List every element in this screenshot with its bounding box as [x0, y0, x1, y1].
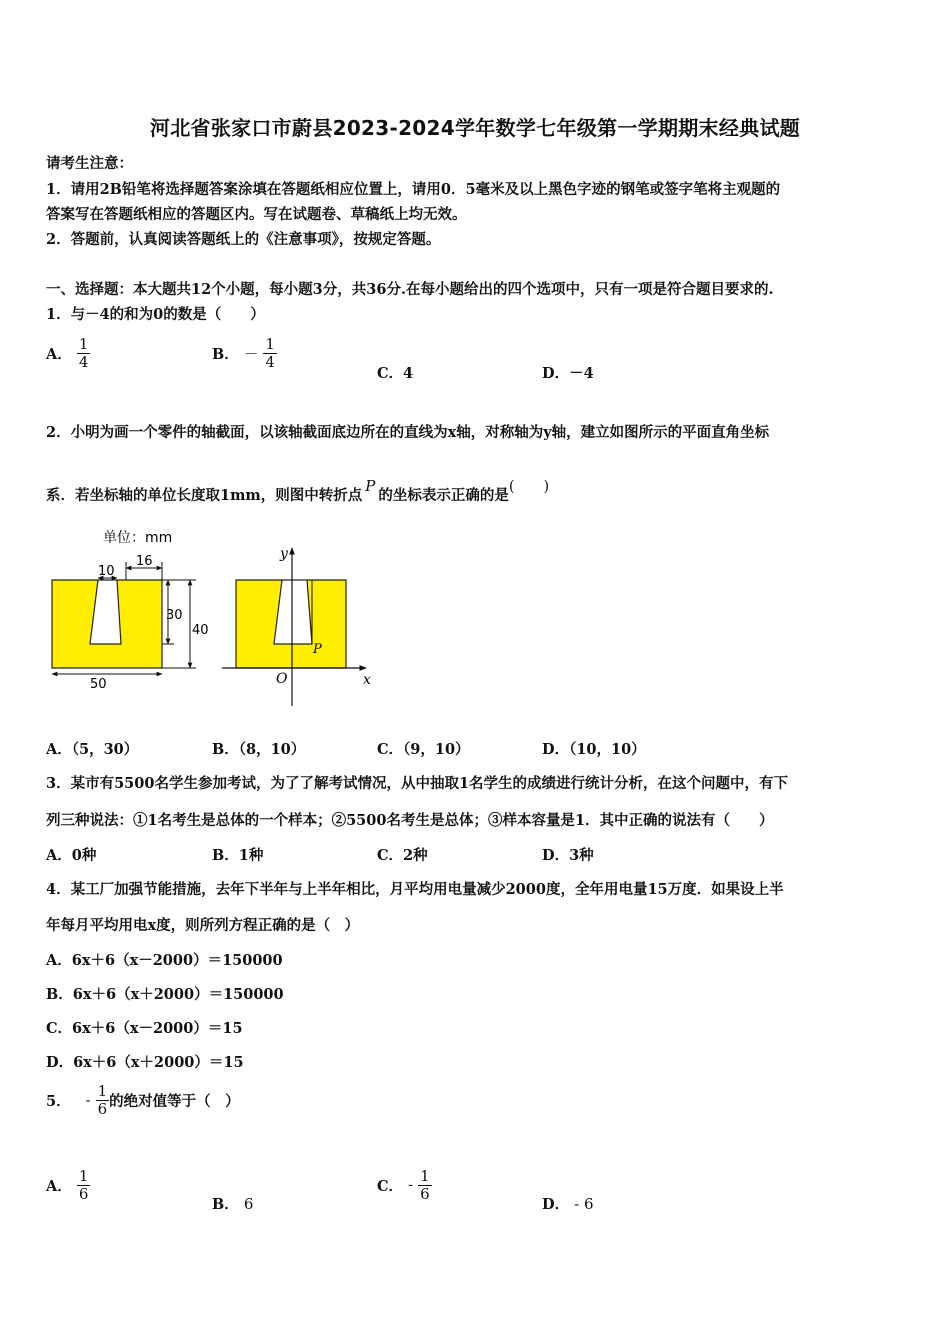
q2-stem-line2	[46, 477, 550, 505]
q1-stem: 1．与－4的和为0的数是（ ）	[46, 306, 265, 323]
q4-option-b: B．6x＋6（x＋2000）＝150000	[46, 986, 284, 1003]
q1-b-sign: －	[243, 347, 259, 363]
q3-option-d: D．3种	[542, 847, 594, 864]
q3-stem-line1: 3．某市有5500名学生参加考试，为了了解考试情况，从中抽取1名学生的成绩进行统计分析，在这个问题中，有下	[46, 775, 789, 792]
part-section-left	[52, 580, 162, 668]
q1-a-den: 4	[78, 353, 89, 371]
q1-a-num: 1	[78, 335, 89, 353]
q5-c-num: 1	[420, 1167, 430, 1185]
q4-option-c: C．6x＋6（x－2000）＝15	[46, 1020, 243, 1037]
q1-b-label: B．	[212, 346, 239, 363]
q2-option-c: C．（9，10）	[377, 741, 470, 758]
q1-option-c: C．4	[377, 365, 414, 382]
q3-option-c: C．2种	[377, 847, 428, 864]
q5-a-num: 1	[78, 1167, 89, 1185]
y-axis-label: y	[280, 546, 288, 562]
q5-c-label: C．	[377, 1178, 404, 1195]
q5-sign: -	[85, 1092, 91, 1109]
q3-option-a: A．0种	[46, 847, 97, 864]
notice-heading: 请考生注意：	[46, 155, 133, 172]
x-axis-label: x	[363, 672, 371, 688]
q3-stem-line2: 列三种说法：①1名考生是总体的一个样本；②5500名考生是总体；③样本容量是1．其中正确的说法有（ ）	[46, 812, 774, 829]
q2-figure	[40, 522, 390, 714]
point-p-label: P	[313, 642, 322, 657]
unit-label: 单位：mm	[103, 530, 173, 546]
q5-option-a	[46, 1168, 90, 1203]
notice-line-1: 1．请用2B铅笔将选择题答案涂填在答题纸相应位置上，请用0．5毫米及以上黑色字迹的钢笔或签字笔将主观题的	[46, 181, 781, 198]
q1-a-fraction	[77, 336, 91, 371]
q4-option-a: A．6x＋6（x－2000）＝150000	[46, 952, 283, 969]
q5-b-label: B．	[212, 1196, 239, 1213]
q1-option-b	[212, 336, 277, 371]
q5-b-value: 6	[243, 1195, 254, 1213]
dim-30-label: 30	[166, 608, 183, 623]
q4-option-d: D．6x＋6（x＋2000）＝15	[46, 1054, 244, 1071]
q2-option-d: D．（10，10）	[542, 741, 646, 758]
q2-line2-tail: 的坐标表示正确的是	[378, 487, 509, 504]
dim-10-label: 10	[98, 564, 115, 579]
q5-stem	[46, 1083, 240, 1118]
q1-a-label: A．	[46, 346, 72, 363]
q5-d-value: - 6	[574, 1195, 594, 1213]
q5-stem-tail: 的绝对值等于（ ）	[109, 1093, 240, 1110]
q2-paren: ( )	[508, 479, 550, 495]
q5-c-fraction	[418, 1168, 432, 1203]
q1-b-den: 4	[265, 353, 275, 371]
part-section-right	[236, 580, 346, 668]
q1-option-a	[46, 336, 90, 371]
section-heading: 一、选择题：本大题共12个小题，每小题3分，共36分.在每小题给出的四个选项中，只有一项是符合题目要求的.	[46, 281, 774, 298]
q5-d-label: D．	[542, 1196, 570, 1213]
q5-den: 6	[97, 1100, 108, 1118]
q4-stem-line2: 年每月平均用电x度，则所列方程正确的是（ ）	[46, 917, 360, 934]
q1-b-fraction	[263, 336, 277, 371]
q5-a-den: 6	[78, 1185, 89, 1203]
q1-b-num: 1	[265, 335, 275, 353]
q5-option-c	[377, 1168, 432, 1203]
q2-line2-text: 系．若坐标轴的单位长度取1mm，则图中转折点	[46, 487, 363, 504]
q2-stem-line1: 2．小明为画一个零件的轴截面，以该轴截面底边所在的直线为x轴，对称轴为y轴，建立如图所示的平面直角坐标	[46, 424, 770, 441]
q5-number: 5．	[46, 1093, 71, 1110]
q5-c-den: 6	[420, 1185, 430, 1203]
notice-line-3: 2．答题前，认真阅读答题纸上的《注意事项》，按规定答题。	[46, 231, 441, 248]
page-title: 河北省张家口市蔚县2023-2024学年数学七年级第一学期期末经典试题	[149, 116, 801, 140]
q5-fraction	[96, 1083, 110, 1118]
q2-option-a: A．（5，30）	[46, 741, 139, 758]
dim-16-label: 16	[136, 554, 153, 569]
q4-stem-line1: 4．某工厂加强节能措施，去年下半年与上半年相比，月平均用电量减少2000度，全年用电量15万度．如果设上半	[46, 881, 784, 898]
q2-p-symbol: P	[365, 477, 376, 495]
q3-option-b: B．1种	[212, 847, 264, 864]
q2-option-b: B．（8，10）	[212, 741, 306, 758]
q5-a-fraction	[77, 1168, 91, 1203]
dim-50-label: 50	[90, 677, 107, 692]
q1-option-d: D．－4	[542, 365, 594, 382]
q5-a-label: A．	[46, 1178, 72, 1195]
dim-40-label: 40	[192, 623, 209, 638]
q5-option-d	[542, 1193, 594, 1214]
notice-line-2: 答案写在答题纸相应的答题区内。写在试题卷、草稿纸上均无效。	[46, 206, 467, 223]
q5-option-b	[212, 1193, 253, 1214]
q5-num: 1	[97, 1082, 108, 1100]
origin-label: O	[276, 671, 288, 687]
q5-c-sign: -	[408, 1177, 414, 1194]
